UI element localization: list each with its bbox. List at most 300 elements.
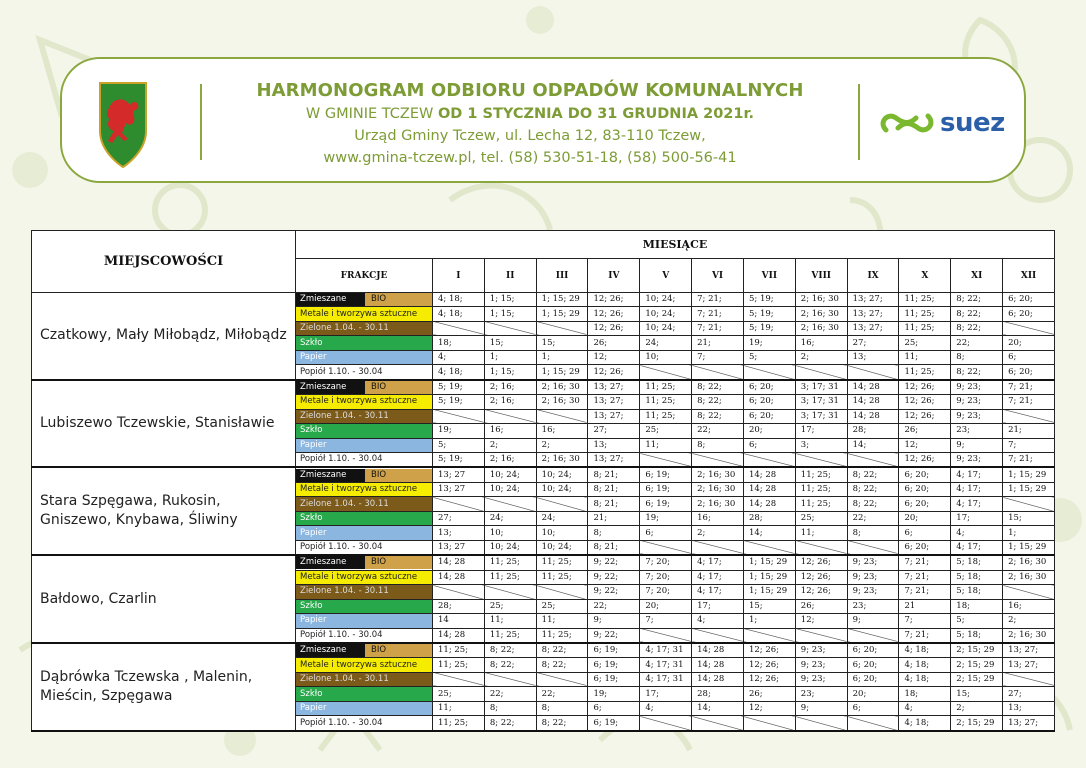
date-cell: 14; 28	[743, 467, 795, 482]
month-header: IV	[588, 259, 640, 293]
date-cell: 1;	[1003, 526, 1055, 540]
empty-cell	[536, 585, 588, 599]
fraction-label-bio: BIO	[365, 381, 432, 394]
date-cell: 8; 22;	[536, 658, 588, 672]
fraction-label-metal: Metale i tworzywa sztuczne	[300, 396, 418, 407]
empty-cell	[692, 453, 744, 468]
fraction-metal	[296, 570, 433, 584]
fraction-label-ash: Popiół 1.10. - 30.04	[300, 454, 383, 465]
date-cell: 8;	[536, 701, 588, 715]
date-cell: 13;	[1003, 701, 1055, 715]
date-cell: 6;	[588, 701, 640, 715]
empty-cell	[847, 540, 899, 555]
date-cell: 2;	[1003, 614, 1055, 628]
date-cell: 8; 22;	[484, 643, 536, 658]
empty-cell	[847, 628, 899, 643]
fraction-mixed-bio	[296, 467, 433, 482]
date-cell: 9; 22;	[588, 570, 640, 584]
fraction-label-ash: Popiół 1.10. - 30.04	[300, 717, 383, 728]
fraction-label-mixed: Zmieszane	[296, 381, 365, 394]
fraction-paper	[296, 614, 433, 628]
empty-cell	[640, 365, 692, 380]
date-cell: 9; 23;	[951, 409, 1003, 423]
fraction-ash	[296, 453, 433, 468]
date-cell: 12;	[743, 701, 795, 715]
date-cell: 5;	[743, 350, 795, 364]
date-cell: 1;	[484, 350, 536, 364]
date-cell: 12; 26;	[795, 585, 847, 599]
empty-cell	[640, 453, 692, 468]
fraction-label-paper: Papier	[300, 352, 327, 363]
date-cell: 1; 15; 29	[743, 585, 795, 599]
fraction-label-bio: BIO	[365, 644, 432, 657]
date-cell: 10; 24;	[536, 540, 588, 555]
date-cell: 6;	[743, 438, 795, 452]
date-cell: 4;	[640, 701, 692, 715]
date-cell: 4; 17;	[951, 482, 1003, 496]
fraction-label-mixed: Zmieszane	[296, 556, 365, 569]
date-cell: 6;	[899, 526, 951, 540]
date-cell: 11; 25;	[640, 380, 692, 395]
date-cell: 8;	[951, 350, 1003, 364]
fraction-label-glass: Szkło	[300, 337, 323, 348]
fraction-label-green: Zielone 1.04. - 30.11	[300, 410, 389, 421]
date-cell: 10; 24;	[536, 482, 588, 496]
date-cell: 26;	[899, 424, 951, 438]
empty-cell	[484, 585, 536, 599]
date-cell: 1; 15;	[484, 293, 536, 307]
date-cell: 12; 26;	[899, 395, 951, 409]
date-cell: 6; 20;	[743, 380, 795, 395]
date-cell: 6; 20;	[743, 395, 795, 409]
date-cell: 2; 15; 29	[951, 672, 1003, 686]
date-cell: 12; 26;	[588, 321, 640, 335]
header-divider-right	[858, 84, 860, 160]
date-cell: 15;	[536, 336, 588, 350]
date-cell: 26;	[743, 687, 795, 701]
date-cell: 14;	[847, 438, 899, 452]
empty-cell	[743, 453, 795, 468]
date-cell: 13; 27	[433, 467, 485, 482]
month-header: VIII	[795, 259, 847, 293]
date-cell: 2; 16;	[484, 453, 536, 468]
date-cell: 19;	[640, 511, 692, 525]
date-cell: 6; 19;	[640, 482, 692, 496]
date-cell: 13;	[847, 350, 899, 364]
date-cell: 27;	[847, 336, 899, 350]
date-cell: 8; 22;	[847, 467, 899, 482]
fraction-mixed-bio	[296, 293, 433, 307]
date-cell: 6; 20;	[899, 482, 951, 496]
fraction-label-green: Zielone 1.04. - 30.11	[300, 586, 389, 597]
date-cell: 18;	[433, 336, 485, 350]
date-cell: 26;	[588, 336, 640, 350]
fraction-label-glass: Szkło	[300, 600, 323, 611]
date-cell: 8;	[588, 526, 640, 540]
table-row	[32, 293, 1055, 307]
fraction-label-glass: Szkło	[300, 513, 323, 524]
header-line2-prefix: W GMINIE TCZEW	[305, 106, 438, 122]
date-cell: 6;	[1003, 350, 1055, 364]
date-cell: 23;	[951, 424, 1003, 438]
date-cell: 14; 28	[847, 409, 899, 423]
date-cell: 16;	[536, 424, 588, 438]
date-cell: 6; 20;	[899, 497, 951, 511]
empty-cell	[692, 540, 744, 555]
date-cell: 23;	[795, 687, 847, 701]
fraction-green	[296, 585, 433, 599]
date-cell: 9; 22;	[588, 555, 640, 570]
fraction-green	[296, 672, 433, 686]
date-cell: 12; 26;	[743, 643, 795, 658]
date-cell: 4; 17;	[692, 570, 744, 584]
date-cell: 11; 25;	[795, 497, 847, 511]
date-cell: 6; 20;	[899, 540, 951, 555]
date-cell: 9; 23;	[795, 658, 847, 672]
date-cell: 4; 18;	[899, 672, 951, 686]
date-cell: 14; 28	[847, 380, 899, 395]
date-cell: 1; 15; 29	[536, 365, 588, 380]
date-cell: 19;	[588, 687, 640, 701]
date-cell: 4; 17; 31	[640, 658, 692, 672]
fraction-paper	[296, 526, 433, 540]
date-cell: 7;	[692, 350, 744, 364]
date-cell: 14; 28	[692, 658, 744, 672]
date-cell: 17;	[692, 599, 744, 613]
month-header: XI	[951, 259, 1003, 293]
date-cell: 11; 25;	[795, 467, 847, 482]
date-cell: 5; 19;	[433, 453, 485, 468]
date-cell: 2; 16; 30	[795, 307, 847, 321]
date-cell: 4; 18;	[433, 293, 485, 307]
date-cell: 26;	[795, 599, 847, 613]
date-cell: 8; 22;	[692, 380, 744, 395]
fraction-mixed-bio	[296, 380, 433, 395]
schedule-table	[31, 230, 1055, 732]
date-cell: 22;	[588, 599, 640, 613]
date-cell: 12; 26;	[899, 409, 951, 423]
header-text	[202, 79, 858, 169]
empty-cell	[484, 497, 536, 511]
date-cell: 8; 22;	[536, 643, 588, 658]
fraction-label-paper: Papier	[300, 527, 327, 538]
date-cell: 4; 17;	[692, 555, 744, 570]
date-cell: 25;	[484, 599, 536, 613]
date-cell: 4; 17;	[951, 467, 1003, 482]
date-cell: 1; 15; 29	[1003, 540, 1055, 555]
date-cell: 13; 27;	[1003, 716, 1055, 731]
fraction-label-ash: Popiół 1.10. - 30.04	[300, 542, 383, 552]
date-cell: 9;	[847, 614, 899, 628]
empty-cell	[795, 628, 847, 643]
date-cell: 5; 19;	[433, 380, 485, 395]
date-cell: 7; 21;	[899, 585, 951, 599]
tczew-coat-of-arms-icon	[98, 81, 148, 169]
date-cell: 8; 22;	[951, 293, 1003, 307]
page-title: HARMONOGRAM ODBIORU ODPADÓW KOMUNALNYCH	[256, 80, 804, 101]
date-cell: 14; 28	[743, 497, 795, 511]
date-cell: 2; 16;	[484, 395, 536, 409]
date-cell: 1; 15; 29	[536, 293, 588, 307]
date-cell: 13; 27;	[847, 293, 899, 307]
date-cell: 3; 17; 31	[795, 380, 847, 395]
date-cell: 9; 22;	[588, 585, 640, 599]
date-cell: 2; 16; 30	[692, 467, 744, 482]
fraction-glass	[296, 424, 433, 438]
date-cell: 14; 28	[433, 570, 485, 584]
date-cell: 25;	[640, 424, 692, 438]
date-cell: 8; 22;	[951, 321, 1003, 335]
date-cell: 24;	[640, 336, 692, 350]
date-cell: 24;	[536, 511, 588, 525]
date-cell: 10;	[640, 350, 692, 364]
date-cell: 6;	[640, 526, 692, 540]
fraction-label-metal: Metale i tworzywa sztuczne	[300, 308, 418, 319]
empty-cell	[536, 409, 588, 423]
date-cell: 22;	[847, 511, 899, 525]
header-date-range	[202, 103, 858, 125]
date-cell: 13; 27;	[1003, 658, 1055, 672]
date-cell: 12; 26;	[795, 555, 847, 570]
date-cell: 1; 15;	[484, 307, 536, 321]
date-cell: 11; 25;	[433, 658, 485, 672]
date-cell: 13; 27;	[1003, 643, 1055, 658]
date-cell: 11; 25;	[536, 628, 588, 643]
date-cell: 9; 23;	[951, 380, 1003, 395]
date-cell: 8;	[484, 701, 536, 715]
date-cell: 20;	[743, 424, 795, 438]
date-cell: 6; 19;	[640, 497, 692, 511]
date-cell: 2;	[484, 438, 536, 452]
date-cell: 10; 24;	[536, 467, 588, 482]
date-cell: 9; 23;	[847, 585, 899, 599]
date-cell: 12;	[588, 350, 640, 364]
table-row	[32, 643, 1055, 658]
fraction-paper	[296, 350, 433, 364]
fraction-green	[296, 321, 433, 335]
date-cell: 2; 16; 30	[536, 453, 588, 468]
date-cell: 17;	[640, 687, 692, 701]
date-cell: 8; 21;	[588, 482, 640, 496]
date-cell: 12; 26;	[743, 672, 795, 686]
fraction-glass	[296, 336, 433, 350]
date-cell: 5; 18;	[951, 628, 1003, 643]
date-cell: 4; 18;	[899, 643, 951, 658]
date-cell: 14; 28	[433, 628, 485, 643]
date-cell: 28;	[433, 599, 485, 613]
date-cell: 4;	[899, 701, 951, 715]
date-cell: 1; 15; 29	[1003, 467, 1055, 482]
fraction-mixed-bio	[296, 555, 433, 570]
date-cell: 2; 16; 30	[692, 497, 744, 511]
date-cell: 10; 24;	[484, 482, 536, 496]
fraction-ash	[296, 540, 433, 555]
table-row	[32, 380, 1055, 395]
date-cell: 2; 16; 30	[795, 321, 847, 335]
date-cell: 12; 26;	[588, 307, 640, 321]
date-cell: 1;	[536, 350, 588, 364]
date-cell: 17;	[951, 511, 1003, 525]
date-cell: 16;	[795, 336, 847, 350]
fraction-ash	[296, 365, 433, 380]
date-cell: 8; 22;	[847, 482, 899, 496]
location-name: Stara Szpęgawa, Rukosin, Gniszewo, Knybawa, Śliwiny	[32, 467, 296, 555]
fraction-label-bio: BIO	[365, 293, 432, 306]
fraction-glass	[296, 687, 433, 701]
date-cell: 9; 23;	[847, 555, 899, 570]
date-cell: 13; 27	[433, 540, 485, 555]
location-name: Lubiszewo Tczewskie, Stanisławie	[32, 380, 296, 468]
date-cell: 16;	[484, 424, 536, 438]
date-cell: 8; 22;	[692, 409, 744, 423]
empty-cell	[795, 540, 847, 555]
fraction-label-paper: Papier	[300, 615, 327, 626]
empty-cell	[1003, 497, 1055, 511]
date-cell: 2; 16;	[484, 380, 536, 395]
month-header: I	[433, 259, 485, 293]
date-cell: 9; 23;	[795, 643, 847, 658]
date-cell: 4;	[951, 526, 1003, 540]
fraction-label-green: Zielone 1.04. - 30.11	[300, 323, 389, 334]
date-cell: 25;	[899, 336, 951, 350]
date-cell: 8; 22;	[484, 716, 536, 731]
date-cell: 6; 19;	[640, 467, 692, 482]
fraction-label-ash: Popiół 1.10. - 30.04	[300, 366, 383, 377]
date-cell: 7; 20;	[640, 585, 692, 599]
date-cell: 15;	[951, 687, 1003, 701]
empty-cell	[795, 365, 847, 380]
date-cell: 8;	[847, 526, 899, 540]
fraction-label-glass: Szkło	[300, 425, 323, 436]
fraction-label-mixed: Zmieszane	[296, 293, 365, 306]
date-cell: 7; 20;	[640, 570, 692, 584]
empty-cell	[640, 716, 692, 731]
header-card	[60, 57, 1026, 183]
empty-cell	[433, 585, 485, 599]
fraction-label-bio: BIO	[365, 556, 432, 569]
month-header: XII	[1003, 259, 1055, 293]
date-cell: 2; 16; 30	[795, 293, 847, 307]
date-cell: 10;	[484, 526, 536, 540]
date-cell: 1; 15; 29	[536, 307, 588, 321]
date-cell: 4; 17;	[692, 585, 744, 599]
date-cell: 21;	[1003, 424, 1055, 438]
date-cell: 19;	[743, 336, 795, 350]
date-cell: 11; 25;	[899, 321, 951, 335]
date-cell: 13;	[588, 438, 640, 452]
date-cell: 20;	[847, 687, 899, 701]
date-cell: 11; 25;	[899, 293, 951, 307]
fraction-mixed-bio	[296, 643, 433, 658]
fraction-label-ash: Popiół 1.10. - 30.04	[300, 629, 383, 640]
date-cell: 4; 17; 31	[640, 643, 692, 658]
date-cell: 11; 25;	[899, 307, 951, 321]
date-cell: 11; 25;	[536, 555, 588, 570]
locations-header: MIEJSCOWOŚCI	[32, 231, 296, 293]
empty-cell	[1003, 321, 1055, 335]
date-cell: 5; 18;	[951, 570, 1003, 584]
date-cell: 13; 27	[433, 482, 485, 496]
date-cell: 14; 28	[847, 395, 899, 409]
date-cell: 25;	[433, 687, 485, 701]
fraction-metal	[296, 482, 433, 496]
date-cell: 1; 15; 29	[743, 570, 795, 584]
location-name: Bałdowo, Czarlin	[32, 555, 296, 643]
fraction-label-glass: Szkło	[300, 688, 323, 699]
date-cell: 12;	[899, 438, 951, 452]
date-cell: 21;	[588, 511, 640, 525]
date-cell: 13; 27;	[847, 321, 899, 335]
date-cell: 5;	[433, 438, 485, 452]
location-name: Dąbrówka Tczewska , Malenin, Mieścin, Szpęgawa	[32, 643, 296, 731]
date-cell: 6; 19;	[588, 716, 640, 731]
date-cell: 27;	[588, 424, 640, 438]
fraction-label-metal: Metale i tworzywa sztuczne	[300, 659, 418, 670]
fraction-glass	[296, 511, 433, 525]
date-cell: 20;	[899, 511, 951, 525]
fraction-label-paper: Papier	[300, 439, 327, 450]
date-cell: 9; 23;	[951, 395, 1003, 409]
fraction-ash	[296, 716, 433, 731]
date-cell: 15;	[1003, 511, 1055, 525]
header-address: Urząd Gminy Tczew, ul. Lecha 12, 83-110 Tczew,	[354, 128, 706, 144]
date-cell: 7;	[899, 614, 951, 628]
date-cell: 4; 18;	[899, 716, 951, 731]
month-header: IX	[847, 259, 899, 293]
date-cell: 2; 15; 29	[951, 643, 1003, 658]
date-cell: 4; 18;	[899, 658, 951, 672]
fraction-metal	[296, 307, 433, 321]
date-cell: 6; 20;	[847, 672, 899, 686]
empty-cell	[433, 672, 485, 686]
date-cell: 9;	[951, 438, 1003, 452]
date-cell: 14;	[692, 701, 744, 715]
empty-cell	[795, 716, 847, 731]
date-cell: 8; 21;	[588, 467, 640, 482]
date-cell: 11;	[433, 701, 485, 715]
date-cell: 2; 16; 30	[1003, 570, 1055, 584]
date-cell: 6; 20;	[847, 643, 899, 658]
empty-cell	[847, 716, 899, 731]
date-cell: 7; 21;	[1003, 453, 1055, 468]
empty-cell	[1003, 585, 1055, 599]
date-cell: 2; 15; 29	[951, 658, 1003, 672]
date-cell: 7; 20;	[640, 555, 692, 570]
date-cell: 13; 27;	[847, 307, 899, 321]
date-cell: 28;	[847, 424, 899, 438]
date-cell: 7; 21;	[899, 570, 951, 584]
empty-cell	[536, 497, 588, 511]
date-cell: 8; 22;	[951, 365, 1003, 380]
date-cell: 4; 18;	[433, 307, 485, 321]
empty-cell	[743, 540, 795, 555]
month-header: X	[899, 259, 951, 293]
table-row	[32, 555, 1055, 570]
date-cell: 7; 21;	[1003, 395, 1055, 409]
date-cell: 13;	[433, 526, 485, 540]
empty-cell	[743, 716, 795, 731]
fraction-ash	[296, 628, 433, 643]
date-cell: 23;	[847, 599, 899, 613]
date-cell: 7;	[640, 614, 692, 628]
date-cell: 11; 25;	[640, 409, 692, 423]
fraction-green	[296, 409, 433, 423]
date-cell: 2;	[951, 701, 1003, 715]
date-cell: 7; 21;	[692, 293, 744, 307]
date-cell: 9; 23;	[951, 453, 1003, 468]
date-cell: 16;	[692, 511, 744, 525]
date-cell: 6; 20;	[1003, 293, 1055, 307]
